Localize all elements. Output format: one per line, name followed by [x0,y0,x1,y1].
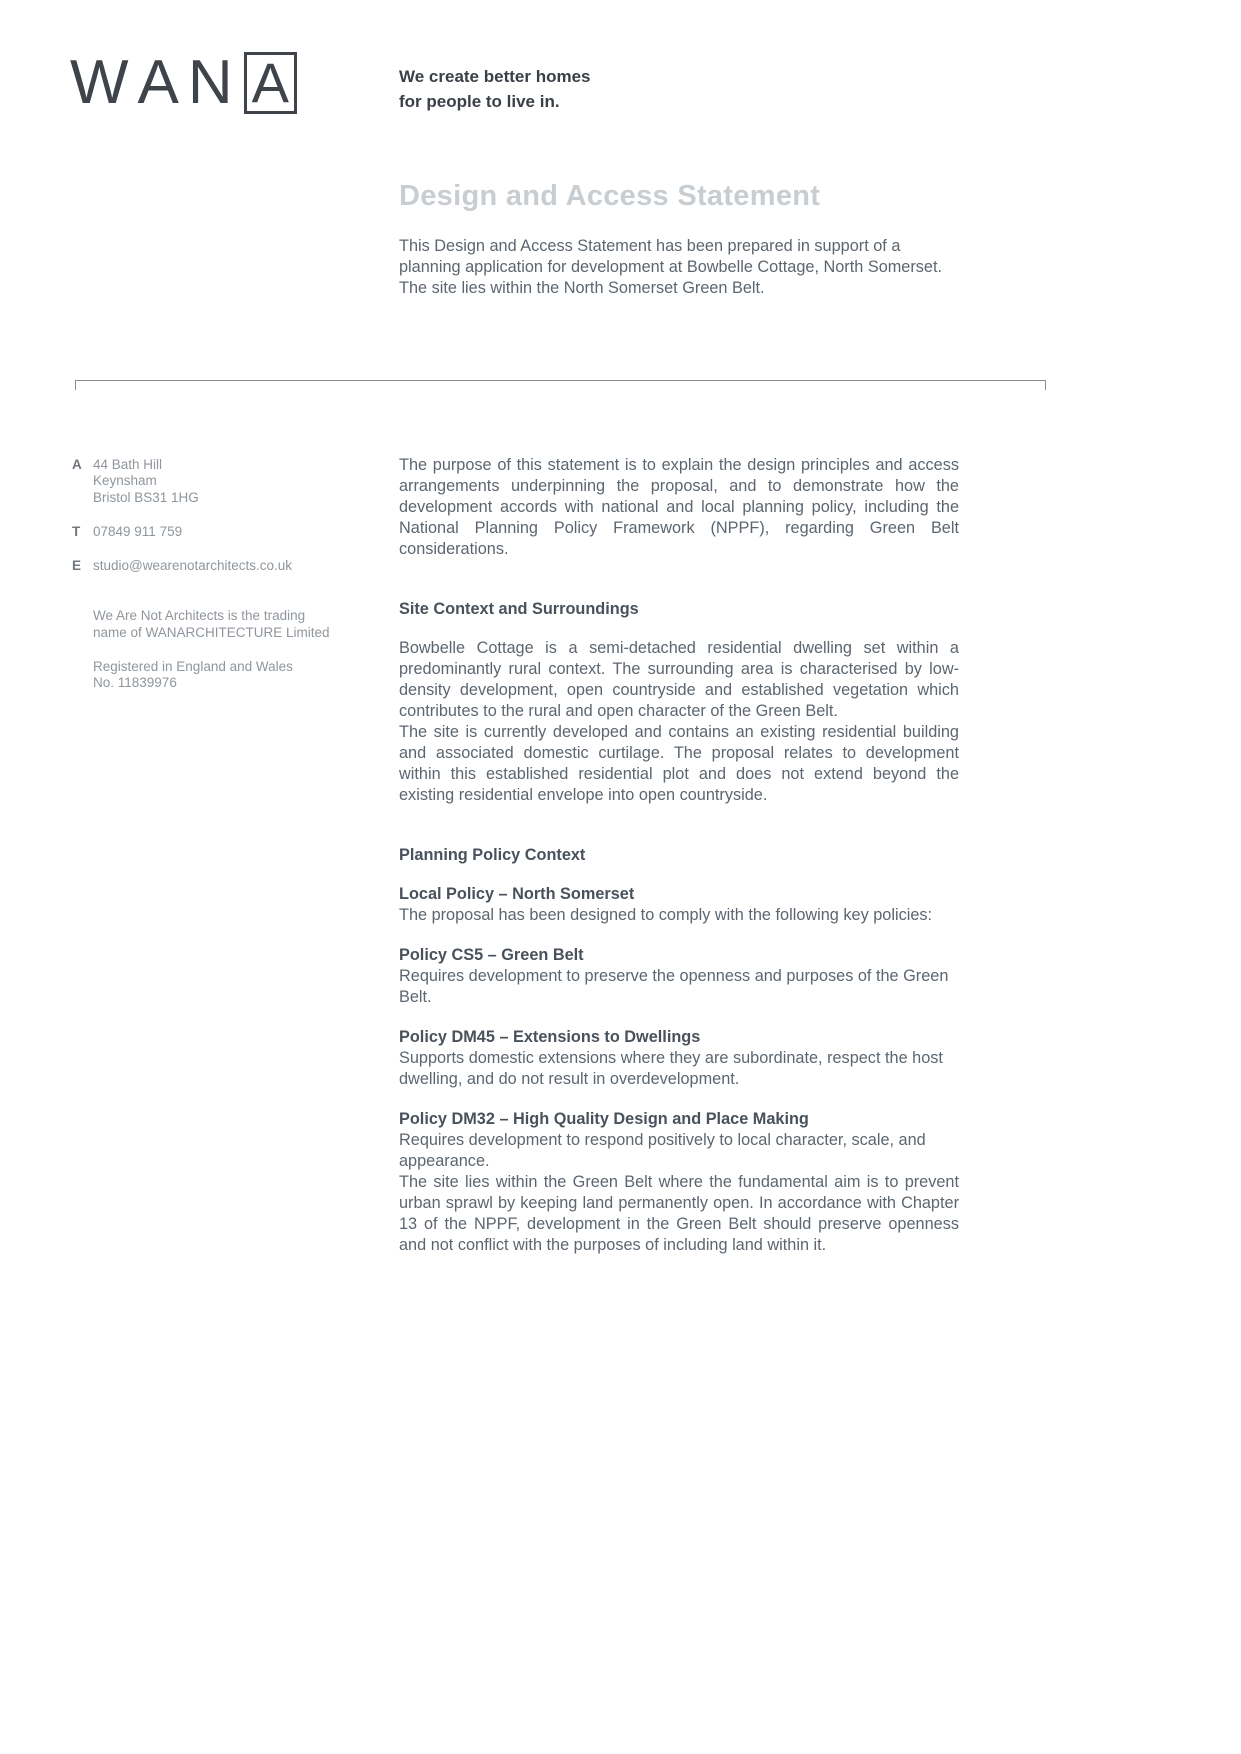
policy-dm45-heading: Policy DM45 – Extensions to Dwellings [399,1028,701,1046]
policy-cs5-body: Requires development to preserve the openness and purposes of the Green Belt. [399,967,949,1006]
email-label: E [72,558,82,574]
registration-note-line-2: No. 11839976 [93,675,177,691]
logo-letter-w: W [70,48,129,117]
phone-label: T [72,523,81,539]
company-tagline [399,64,590,114]
logo-letter-a1: A [137,48,179,117]
document-title: Design and Access Statement [399,180,821,212]
policy-dm32-heading: Policy DM32 – High Quality Design and Place Making [399,1110,809,1128]
address-label: A [72,457,82,472]
policy-dm32-block [399,1109,959,1256]
trading-note-line-2: name of WANARCHITECTURE Limited [93,624,330,640]
policy-dm45-body: Supports domestic extensions where they are subordinate, respect the host dwelling, and do not result in overdevelopment. [399,1049,943,1088]
local-policy-intro: The proposal has been designed to comply with the following key policies: [399,906,933,924]
logo-letter-n: N [187,48,233,117]
email-row [72,558,372,574]
policy-dm32-body-2: The site lies within the Green Belt where the fundamental aim is to prevent urban sprawl by keeping land permanently open. In accordance with Chapter 13 of the NPPF, development in the Green Belt should preserve openness and not conflict with the purposes of including land within it. [399,1173,959,1254]
policy-dm45-block [399,1027,959,1090]
address-line-2: Keynsham [93,473,157,489]
site-context-paragraph-1: Bowbelle Cottage is a semi-detached residential dwelling set within a predominantly rural context. The surrounding area is characterised by low-density development, open countryside and established vegetation which contributes to the rural and open character of the Green Belt. [399,639,959,720]
policy-cs5-heading: Policy CS5 – Green Belt [399,946,584,964]
trading-note-line-1: We Are Not Architects is the trading [93,608,306,624]
intro-paragraph: This Design and Access Statement has been prepared in support of a planning application for development at Bowbelle Cottage, North Somerset. The site lies within the North Somerset Green Belt. [399,237,943,297]
tagline-line-2: for people to live in. [399,92,560,111]
site-context-heading: Site Context and Surroundings [399,600,639,618]
logo-square-frame [244,52,297,114]
tagline-line-1: We create better homes [399,67,591,86]
contact-sidebar [72,457,372,692]
registration-note-line-1: Registered in England and Wales [93,659,293,675]
local-policy-heading: Local Policy – North Somerset [399,885,635,903]
site-context-paragraph-2: The site is currently developed and contains an existing residential building and associated domestic curtilage. The proposal relates to development within this established residential plot and does not extend beyond the existing residential envelope into open countryside. [399,723,959,804]
address-line-1: 44 Bath Hill [93,457,163,472]
section-divider [75,380,1046,390]
wana-logo [70,48,297,117]
main-content [399,455,959,1256]
registration-note [72,659,372,692]
phone-number: 07849 911 759 [93,523,183,539]
purpose-paragraph: The purpose of this statement is to explain the design principles and access arrangements underpinning the proposal, and to demonstrate how the development accords with national and local planning policy, including the National Planning Policy Framework (NPPF), regarding Green Belt considerations. [399,456,959,558]
logo-letter-a2: A [251,51,290,114]
address-line-3: Bristol BS31 1HG [93,489,199,505]
address-value [93,457,199,506]
address-row [72,457,372,506]
planning-policy-heading: Planning Policy Context [399,846,586,864]
trading-name-note [72,608,372,641]
email-address: studio@wearenotarchitects.co.uk [93,558,293,574]
policy-dm32-body: Requires development to respond positively to local character, scale, and appearance. [399,1131,926,1170]
policy-cs5-block [399,945,959,1008]
phone-row [72,524,372,540]
